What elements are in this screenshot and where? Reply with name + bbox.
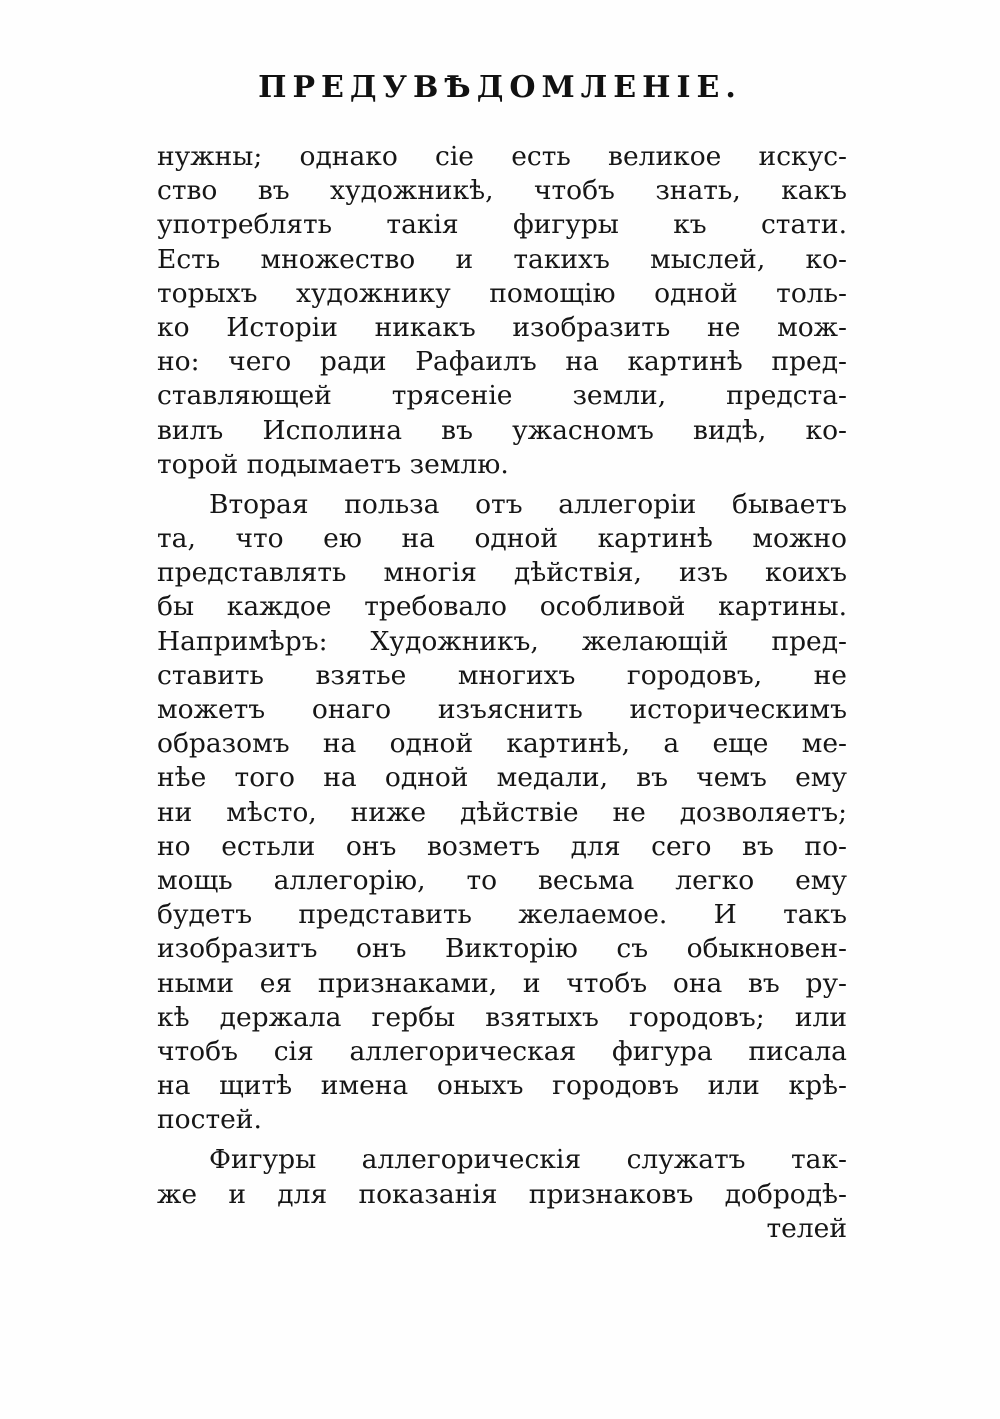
text-line: нужны; однако сіе есть великое искус- <box>157 141 847 172</box>
text-line: ко Исторіи никакъ изобразить не мож- <box>157 311 847 343</box>
page-title: ПРЕДУВѢДОМЛЕНІЕ. <box>258 70 742 105</box>
text-line: нѣе того на одной медали, въ чемъ ему <box>157 762 847 794</box>
text-line: Фигуры аллегорическія служатъ так- <box>209 1144 847 1176</box>
text-line: чтобъ сія аллегорическая фигура писала <box>157 1035 847 1067</box>
text-line: Есть множество и такихъ мыслей, ко- <box>157 243 847 275</box>
text-line: ни мѣсто, ниже дѣйствіе не дозволяетъ; <box>157 796 847 828</box>
text-line: образомъ на одной картинѣ, а еще ме- <box>157 728 847 760</box>
text-line: можетъ онаго изъяснить историческимъ <box>157 694 847 725</box>
text-line: ными ея признаками, и чтобъ она въ ру- <box>157 967 847 999</box>
catchword: телей <box>766 1212 847 1244</box>
text-line: Напримѣръ: Художникъ, желающій пред- <box>157 625 847 657</box>
text-line: ставляющей трясеніе земли, предста- <box>157 380 847 412</box>
text-line: постей. <box>157 1104 262 1136</box>
text-line: ство въ художникѣ, чтобъ знать, какъ <box>157 175 847 207</box>
text-line: но естьли онъ возметъ для сего въ по- <box>157 830 847 862</box>
text-line: употреблять такія фигуры къ стати. <box>157 209 847 241</box>
text-line: Вторая польза отъ аллегоріи бываетъ <box>209 488 847 520</box>
text-line: представлять многія дѣйствія, изъ коихъ <box>157 557 847 589</box>
text-line: изобразитъ онъ Викторію съ обыкновен- <box>157 933 847 965</box>
body-text <box>157 140 847 1246</box>
text-line: вилъ Исполина въ ужасномъ видѣ, ко- <box>157 414 847 446</box>
text-line: торой подымаетъ землю. <box>157 448 509 480</box>
text-line: будетъ представить желаемое. И такъ <box>157 899 847 931</box>
text-line: бы каждое требовало особливой картины. <box>157 591 847 623</box>
text-line: кѣ держала гербы взятыхъ городовъ; или <box>157 1001 847 1033</box>
text-line: мощь аллегорію, то весьма легко ему <box>157 864 847 896</box>
text-line: но: чего ради Рафаилъ на картинѣ пред- <box>157 346 847 378</box>
text-line: же и для показанія признаковъ добродѣ- <box>157 1178 847 1210</box>
text-line: торыхъ художнику помощію одной толь- <box>157 277 847 309</box>
text-line: та, что ею на одной картинѣ можно <box>157 523 847 555</box>
text-line: на щитѣ имена оныхъ городовъ или крѣ- <box>157 1070 847 1102</box>
text-line: ставить взятье многихъ городовъ, не <box>157 659 847 691</box>
